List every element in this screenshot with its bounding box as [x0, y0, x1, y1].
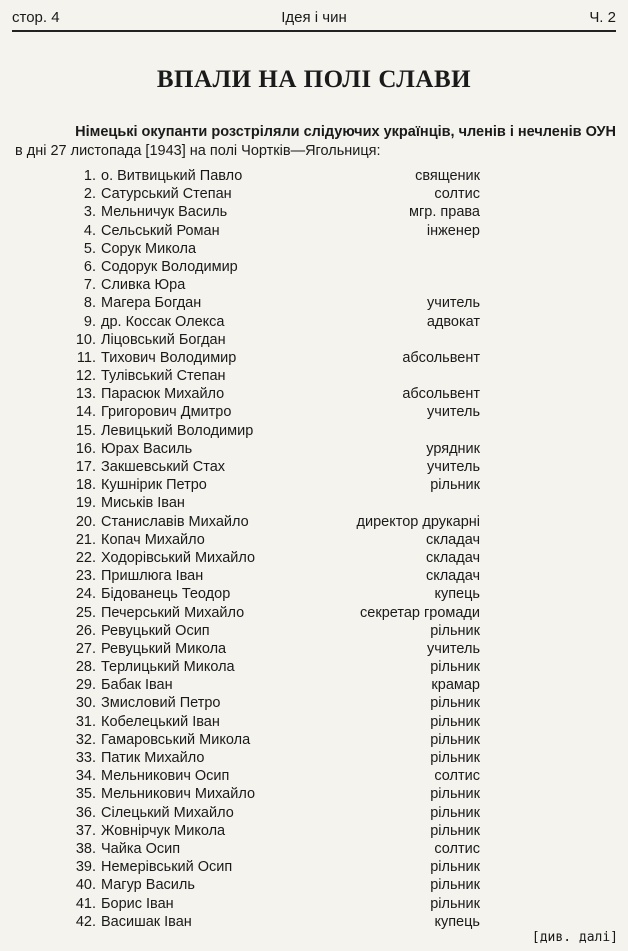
entry-name: Мельникович Осип [101, 768, 230, 785]
list-item [0, 240, 628, 258]
page-number: стор. 4 [12, 9, 60, 26]
entry-name: Кобелецький Іван [101, 713, 220, 730]
list-item [0, 604, 628, 622]
entry-name: Мельникович Михайло [101, 786, 256, 803]
entry-name: Бідованець Теодор [101, 586, 231, 603]
entry-name: Мельничук Василь [101, 204, 228, 221]
entry-number: 31. [75, 713, 96, 730]
list-item [0, 476, 628, 494]
list-item [0, 676, 628, 694]
list-item [0, 913, 628, 931]
list-item [0, 385, 628, 403]
list-item [0, 585, 628, 603]
entry-number: 22. [75, 549, 96, 566]
list-item [0, 258, 628, 276]
entry-occupation: складач [425, 549, 480, 566]
entry-occupation: складач [425, 568, 480, 585]
entry-occupation: рільник [430, 695, 480, 712]
entry-occupation: адвокат [426, 313, 480, 330]
entry-occupation: рільник [430, 477, 480, 494]
entry-number: 15. [75, 422, 96, 439]
list-item [0, 294, 628, 312]
entry-occupation: абсольвент [402, 349, 480, 366]
page-header [12, 8, 616, 32]
entry-name: Закшевський Стах [101, 459, 226, 475]
entry-name: Бабак Іван [101, 677, 173, 694]
entry-occupation: абсольвент [402, 386, 480, 403]
entry-name: Сорук Микола [101, 240, 197, 257]
list-item [0, 331, 628, 349]
entry-number: 19. [75, 495, 96, 512]
entry-occupation: рільник [430, 804, 480, 821]
victims-list [0, 167, 628, 931]
entry-occupation: рільник [430, 786, 480, 803]
entry-number: 28. [75, 659, 96, 676]
entry-name: Жовнірчук Микола [101, 822, 226, 839]
entry-occupation: рільник [430, 822, 480, 839]
list-item [0, 767, 628, 785]
entry-name: Ходорівський Михайло [101, 549, 256, 566]
entry-name: Копач Михайло [101, 531, 205, 548]
entry-occupation: рільник [430, 859, 480, 876]
entry-occupation: рільник [430, 713, 480, 730]
list-item [0, 895, 628, 913]
entry-number: 25. [75, 604, 96, 621]
list-item [0, 367, 628, 385]
entry-number: 33. [75, 750, 96, 766]
entry-name: Патик Михайло [101, 750, 205, 766]
entry-number: 7. [83, 277, 96, 294]
entry-occupation: учитель [427, 404, 480, 421]
entry-number: 39. [75, 859, 96, 876]
entry-occupation: рільник [430, 731, 480, 748]
entry-occupation: рільник [430, 877, 480, 894]
entry-name: Ревуцький Осип [101, 622, 210, 639]
entry-number: 11. [76, 349, 96, 366]
entry-number: 21. [75, 531, 96, 548]
entry-number: 5. [83, 240, 96, 257]
list-item [0, 694, 628, 712]
list-item [0, 822, 628, 840]
entry-number: 20. [75, 513, 96, 530]
intro-paragraph [15, 123, 616, 161]
entry-number: 14. [75, 404, 96, 421]
entry-name: Юрах Василь [101, 440, 193, 457]
entry-occupation: рільник [430, 659, 480, 676]
entry-name: Магера Богдан [101, 295, 202, 312]
entry-name: др. Коссак Олекса [101, 313, 225, 330]
intro-line-1: Німецькі окупанти розстріляли слідуючих українців, членів і нечленів ОУН [75, 124, 616, 140]
entry-number: 3. [83, 204, 96, 221]
entry-name: Сельський Роман [101, 222, 220, 239]
list-item [0, 876, 628, 894]
entry-number: 16. [75, 440, 96, 457]
entry-name: Григорович Дмитро [101, 404, 232, 421]
publication-title: Ідея і чин [281, 9, 347, 26]
entry-occupation: мгр. права [409, 204, 480, 221]
list-item [0, 494, 628, 512]
entry-occupation: учитель [427, 640, 480, 657]
entry-occupation: солтис [434, 840, 480, 857]
continued-note: [див. далі] [531, 930, 618, 945]
entry-name: Сатурський Степан [101, 186, 232, 203]
entry-number: 38. [75, 840, 96, 857]
list-item [0, 622, 628, 640]
list-item [0, 804, 628, 822]
list-item [0, 403, 628, 421]
entry-name: Немерівський Осип [101, 859, 233, 876]
entry-number: 26. [75, 622, 96, 639]
entry-name: Тихович Володимир [101, 349, 237, 366]
entry-name: Содорук Володимир [101, 258, 238, 275]
entry-number: 2. [83, 186, 96, 203]
entry-number: 24. [75, 586, 96, 603]
entry-name: Терлицький Микола [101, 659, 235, 676]
entry-name: Пришлюга Іван [101, 568, 204, 585]
entry-name: Станиславів Михайло [101, 513, 249, 530]
list-item [0, 513, 628, 531]
entry-name: Печерський Михайло [101, 604, 245, 621]
list-item [0, 713, 628, 731]
entry-number: 10. [75, 331, 96, 348]
entry-number: 41. [75, 895, 96, 912]
entry-occupation: солтис [434, 768, 480, 785]
list-item [0, 840, 628, 858]
list-item [0, 731, 628, 749]
list-item [0, 658, 628, 676]
entry-occupation: урядник [426, 440, 480, 457]
entry-number: 9. [83, 313, 96, 330]
list-item [0, 567, 628, 585]
entry-name: Змисловий Петро [101, 695, 221, 712]
list-item [0, 313, 628, 331]
list-item [0, 203, 628, 221]
entry-occupation: складач [425, 531, 480, 548]
entry-name: Парасюк Михайло [101, 386, 225, 403]
entry-occupation: директор друкарні [356, 513, 480, 530]
entry-number: 30. [75, 695, 96, 712]
entry-name: Гамаровський Микола [101, 731, 251, 748]
entry-name: Магур Василь [101, 877, 195, 894]
list-item [0, 440, 628, 458]
entry-occupation: учитель [427, 459, 480, 475]
article-title: ВПАЛИ НА ПОЛІ СЛАВИ [156, 66, 472, 93]
entry-name: Чайка Осип [101, 840, 181, 857]
list-item [0, 349, 628, 367]
entry-name: Ліцовський Богдан [101, 331, 226, 348]
entry-occupation: секретар громади [360, 604, 480, 621]
entry-name: Левицький Володимир [101, 422, 254, 439]
entry-number: 32. [75, 731, 96, 748]
list-item [0, 276, 628, 294]
entry-number: 36. [75, 804, 96, 821]
entry-occupation: солтис [434, 186, 480, 203]
entry-occupation: рільник [430, 895, 480, 912]
entry-number: 13. [75, 386, 96, 403]
entry-name: Ревуцький Микола [101, 640, 227, 657]
list-item [0, 640, 628, 658]
list-item [0, 858, 628, 876]
entry-name: Борис Іван [101, 895, 174, 912]
entry-occupation: купець [434, 913, 480, 930]
entry-name: Кушнірик Петро [101, 477, 207, 494]
entry-number: 42. [75, 913, 96, 930]
entry-number: 1. [83, 168, 96, 184]
entry-name: Тулівський Степан [101, 368, 226, 385]
list-item [0, 749, 628, 767]
list-item [0, 167, 628, 185]
entry-number: 23. [75, 568, 96, 585]
entry-occupation: учитель [427, 295, 480, 312]
entry-occupation: купець [434, 586, 480, 603]
entry-number: 40. [75, 877, 96, 894]
entry-number: 34. [75, 768, 96, 785]
entry-number: 12. [75, 368, 96, 385]
entry-occupation: рільник [430, 622, 480, 639]
entry-number: 18. [75, 477, 96, 494]
list-item [0, 222, 628, 240]
entry-number: 29. [75, 677, 96, 694]
issue-number: Ч. 2 [589, 9, 616, 26]
entry-number: 37. [75, 822, 96, 839]
list-item [0, 422, 628, 440]
entry-occupation: крамар [431, 677, 480, 694]
list-item [0, 185, 628, 203]
list-item [0, 458, 628, 476]
entry-number: 4. [83, 222, 96, 239]
entry-number: 6. [83, 258, 96, 275]
entry-occupation: інженер [426, 222, 480, 239]
entry-number: 35. [75, 786, 96, 803]
entry-name: Сливка Юра [101, 277, 186, 294]
entry-number: 27. [75, 640, 96, 657]
entry-name: Васишак Іван [101, 913, 192, 930]
list-item [0, 531, 628, 549]
entry-occupation: священик [415, 168, 480, 184]
entry-name: о. Витвицький Павло [101, 168, 243, 184]
entry-number: 17. [75, 459, 96, 475]
intro-line-2: в дні 27 листопада [1943] на полі Чортків—Ягольниця: [15, 143, 381, 159]
entry-name: Сілецький Михайло [101, 804, 234, 821]
list-item [0, 785, 628, 803]
entry-occupation: рільник [430, 750, 480, 766]
entry-number: 8. [83, 295, 96, 312]
list-item [0, 549, 628, 567]
entry-name: Миськів Іван [101, 495, 185, 512]
